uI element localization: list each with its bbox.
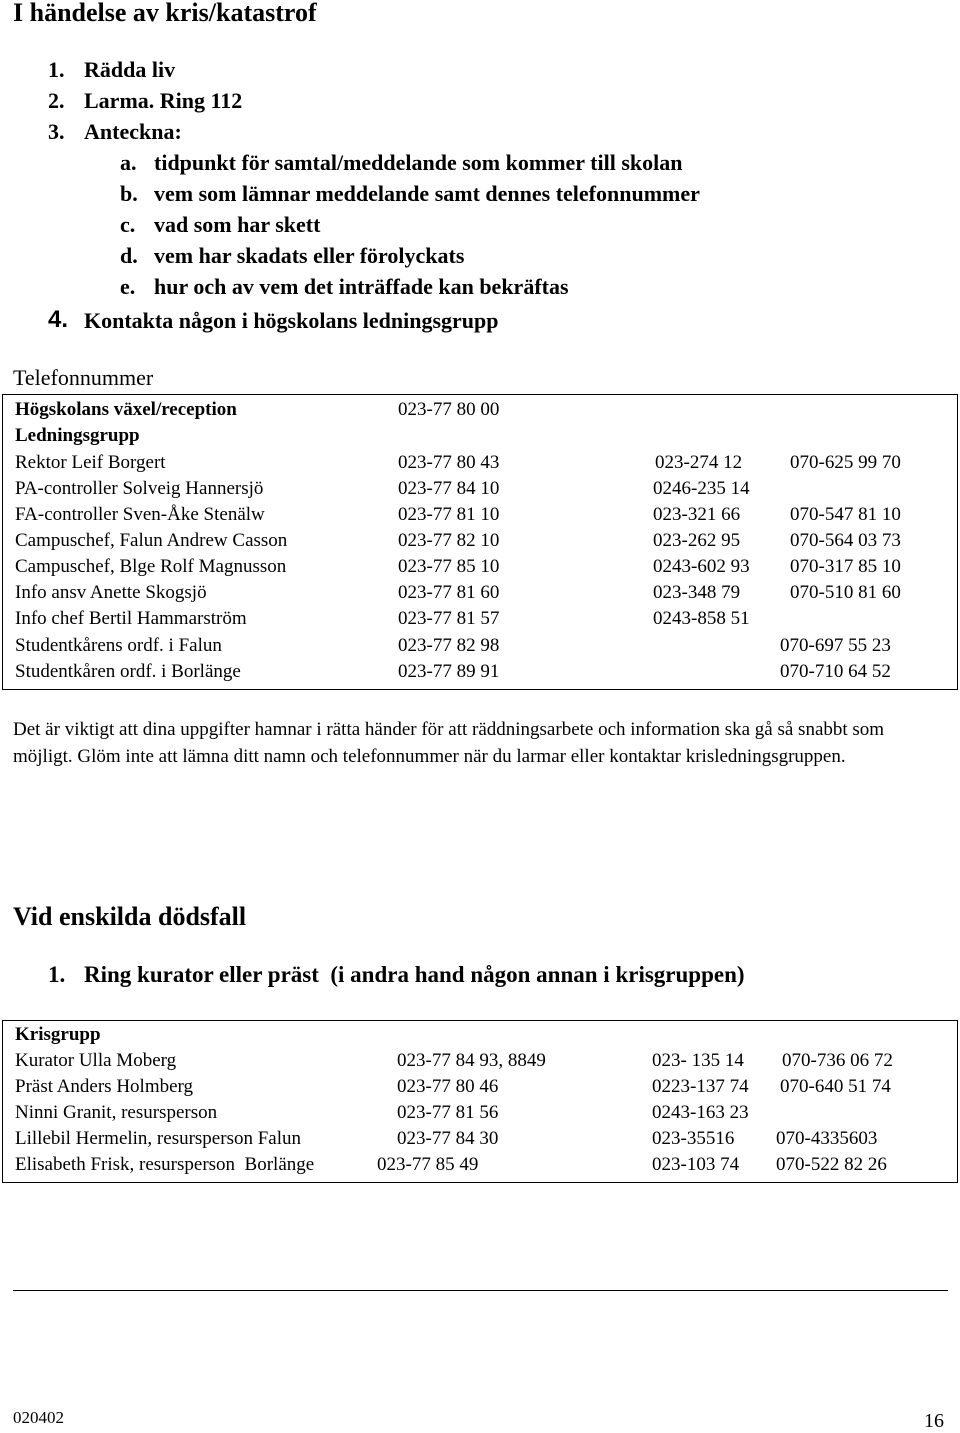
substep-a [120, 150, 683, 176]
footer-code: 020402 [13, 1408, 64, 1427]
substep-c [120, 212, 321, 238]
contact-name: Info ansv Anette Skogsjö [15, 582, 207, 603]
step-4 [48, 306, 499, 334]
info-paragraph: Det är viktigt att dina uppgifter hamnar i rätta händer för att räddningsarbete och information ska gå så snabbt som möjligt. Glöm inte att lämna ditt namn och telefonnummer när du larmar eller kontaktar krisledningsgruppen. [13, 719, 885, 767]
contact-name: Högskolans växel/reception [15, 399, 237, 420]
phone-table-heading: Telefonnummer [13, 365, 154, 390]
step-1 [48, 57, 176, 83]
phone-1: 023-77 82 98 [398, 635, 500, 656]
phone-3: 070-697 55 23 [780, 635, 891, 656]
phone-3: 070-522 82 26 [776, 1154, 887, 1175]
contact-name: Elisabeth Frisk, resursperson Borlänge [15, 1154, 315, 1175]
step-number: 4. [48, 306, 69, 333]
contact-name: PA-controller Solveig Hannersjö [15, 478, 264, 499]
step-text: Anteckna: [84, 119, 182, 144]
contact-name: Lillebil Hermelin, resursperson Falun [15, 1128, 301, 1149]
contact-name: Campuschef, Falun Andrew Casson [15, 530, 288, 551]
phone-3: 070-510 81 60 [790, 582, 901, 603]
phone-3: 070-736 06 72 [782, 1050, 893, 1071]
substep-letter: c. [120, 212, 136, 237]
phone-2: 023-35516 [652, 1128, 735, 1149]
substep-d [120, 243, 465, 269]
phone-1: 023-77 89 91 [398, 661, 500, 682]
page-title: I händelse av kris/katastrof [13, 0, 317, 27]
page-number: 16 [924, 1410, 944, 1432]
step-text: Ring kurator eller präst (i andra hand någon annan i krisgruppen) [84, 962, 745, 987]
substep-letter: d. [120, 243, 138, 268]
phone-2: 0243-858 51 [653, 608, 750, 629]
phone-1: 023-77 81 57 [398, 608, 500, 629]
phone-1: 023-77 84 10 [398, 478, 500, 499]
group-label: Ledningsgrupp [15, 425, 140, 446]
contact-name: Info chef Bertil Hammarström [15, 608, 247, 629]
substep-text: vem har skadats eller förolyckats [154, 243, 465, 268]
step-text: Larma. Ring 112 [84, 88, 243, 113]
phone-2: 0243-602 93 [653, 556, 750, 577]
contact-name: Präst Anders Holmberg [15, 1076, 194, 1097]
step-number: 1. [48, 962, 66, 987]
phone-1: 023-77 81 10 [398, 504, 500, 525]
substep-text: hur och av vem det inträffade kan bekräftas [154, 274, 569, 299]
contact-name: Rektor Leif Borgert [15, 452, 166, 473]
substep-letter: e. [120, 274, 136, 299]
phone-3: 070-564 03 73 [790, 530, 901, 551]
phone-table [2, 394, 958, 690]
section-title: Vid enskilda dödsfall [13, 902, 247, 931]
phone-2: 023-262 95 [653, 530, 741, 551]
phone-2: 023-348 79 [653, 582, 741, 603]
phone-3: 070-317 85 10 [790, 556, 901, 577]
step-number: 1. [48, 57, 65, 82]
phone-1: 023-77 80 00 [398, 399, 500, 420]
phone-2: 023-103 74 [652, 1154, 740, 1175]
substep-e [120, 274, 569, 300]
phone-1: 023-77 85 10 [398, 556, 500, 577]
substep-letter: a. [120, 150, 137, 175]
phone-1: 023-77 81 56 [397, 1102, 499, 1123]
step-text: Kontakta någon i högskolans ledningsgrupp [84, 308, 499, 333]
phone-1: 023-77 80 43 [398, 452, 500, 473]
phone-2: 0243-163 23 [652, 1102, 749, 1123]
phone-2: 0223-137 74 [652, 1076, 749, 1097]
footer-divider [13, 1290, 948, 1291]
phone-2: 023-274 12 [655, 452, 743, 473]
contact-name: Studentkårens ordf. i Falun [15, 635, 222, 656]
substep-letter: b. [120, 181, 138, 206]
contact-name: FA-controller Sven-Åke Stenälw [15, 504, 265, 525]
phone-1: 023-77 81 60 [398, 582, 500, 603]
step-3 [48, 119, 182, 145]
contact-name: Studentkåren ordf. i Borlänge [15, 661, 241, 682]
phone-2: 023-321 66 [653, 504, 741, 525]
death-step-1 [48, 962, 745, 988]
phone-1: 023-77 85 49 [377, 1154, 479, 1175]
contact-name: Ninni Granit, resursperson [15, 1102, 218, 1123]
phone-2: 023- 135 14 [652, 1050, 744, 1071]
group-label: Krisgrupp [15, 1024, 101, 1045]
phone-3: 070-625 99 70 [790, 452, 901, 473]
phone-2: 0246-235 14 [653, 478, 750, 499]
step-text: Rädda liv [84, 57, 176, 82]
phone-3: 070-547 81 10 [790, 504, 901, 525]
phone-3: 070-710 64 52 [780, 661, 891, 682]
phone-1: 023-77 84 93, 8849 [397, 1050, 546, 1071]
phone-1: 023-77 80 46 [397, 1076, 499, 1097]
step-2 [48, 88, 243, 114]
substep-b [120, 181, 700, 207]
substep-text: vem som lämnar meddelande samt dennes telefonnummer [154, 181, 700, 206]
kris-table [2, 1020, 958, 1183]
contact-name: Kurator Ulla Moberg [15, 1050, 177, 1071]
phone-3: 070-640 51 74 [780, 1076, 891, 1097]
phone-3: 070-4335603 [776, 1128, 878, 1149]
phone-1: 023-77 82 10 [398, 530, 500, 551]
substep-text: vad som har skett [154, 212, 321, 237]
step-number: 2. [48, 88, 65, 113]
contact-name: Campuschef, Blge Rolf Magnusson [15, 556, 287, 577]
phone-1: 023-77 84 30 [397, 1128, 499, 1149]
step-number: 3. [48, 119, 65, 144]
substep-text: tidpunkt för samtal/meddelande som kommer till skolan [154, 150, 683, 175]
